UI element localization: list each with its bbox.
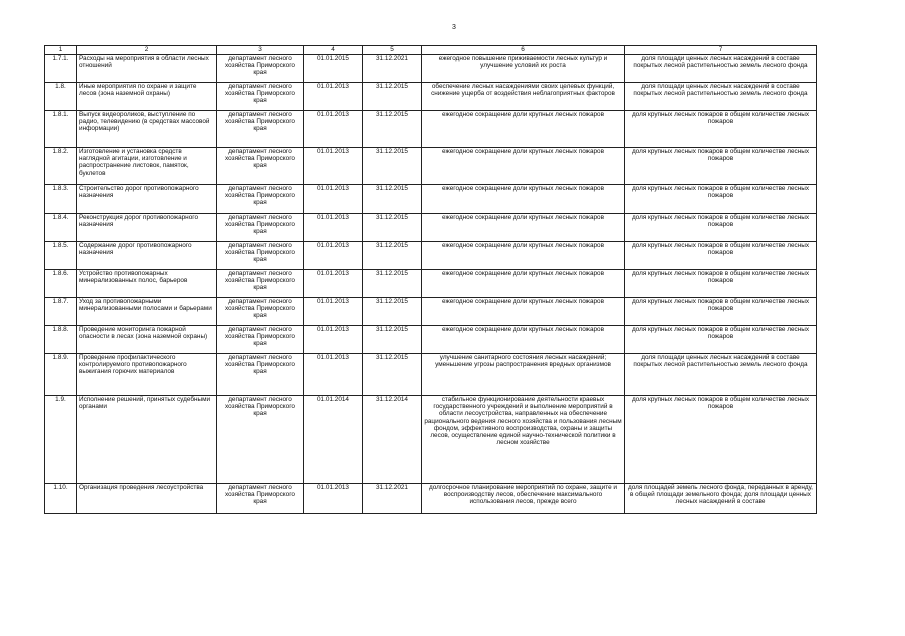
cell-start: 01.01.2013 [304, 83, 363, 111]
cell-exec: департамент лесного хозяйства Приморского края [217, 111, 304, 148]
cell-start: 01.01.2014 [304, 396, 363, 484]
column-header: 3 [217, 46, 304, 55]
cell-num: 1.8.5. [45, 242, 77, 270]
cell-result: ежегодное сокращение доли крупных лесных пожаров [422, 148, 625, 185]
cell-num: 1.8. [45, 83, 77, 111]
cell-indicator: доля крупных лесных пожаров в общем количестве лесных пожаров [625, 326, 817, 354]
cell-start: 01.01.2013 [304, 148, 363, 185]
cell-name: Расходы на мероприятия в области лесных отношений [77, 55, 217, 83]
cell-end: 31.12.2015 [363, 111, 422, 148]
cell-exec: департамент лесного хозяйства Приморского края [217, 83, 304, 111]
cell-start: 01.01.2013 [304, 111, 363, 148]
table-row [45, 214, 817, 242]
cell-num: 1.7.1. [45, 55, 77, 83]
cell-end: 31.12.2015 [363, 326, 422, 354]
header-row [45, 46, 817, 55]
table-row [45, 396, 817, 484]
cell-indicator: доля крупных лесных пожаров в общем количестве лесных пожаров [625, 148, 817, 185]
cell-name: Устройство противопожарных минерализованных полос, барьеров [77, 270, 217, 298]
cell-indicator: доля крупных лесных пожаров в общем количестве лесных пожаров [625, 298, 817, 326]
cell-num: 1.8.1. [45, 111, 77, 148]
cell-result: ежегодное повышение приживаемости лесных культур и улучшение условий их роста [422, 55, 625, 83]
table-row [45, 148, 817, 185]
cell-indicator: доля крупных лесных пожаров в общем количестве лесных пожаров [625, 270, 817, 298]
cell-indicator: доля крупных лесных пожаров в общем количестве лесных пожаров [625, 214, 817, 242]
cell-indicator: доля крупных лесных пожаров в общем количестве лесных пожаров [625, 185, 817, 214]
cell-start: 01.01.2013 [304, 185, 363, 214]
cell-end: 31.12.2015 [363, 185, 422, 214]
cell-exec: департамент лесного хозяйства Приморского края [217, 326, 304, 354]
cell-end: 31.12.2015 [363, 214, 422, 242]
cell-exec: департамент лесного хозяйства Приморского края [217, 354, 304, 396]
table-row [45, 354, 817, 396]
cell-name: Изготовление и установка средств наглядной агитации, изготовление и распространение листовок, памяток, буклетов [77, 148, 217, 185]
cell-num: 1.8.6. [45, 270, 77, 298]
table-row [45, 83, 817, 111]
cell-start: 01.01.2015 [304, 55, 363, 83]
cell-start: 01.01.2013 [304, 270, 363, 298]
cell-exec: департамент лесного хозяйства Приморского края [217, 185, 304, 214]
column-header: 6 [422, 46, 625, 55]
table-row [45, 55, 817, 83]
cell-indicator: доля площадей земель лесного фонда, переданных в аренду, в общей площади земельного фонда; доля площади ценных лесных насаждений в составе [625, 484, 817, 514]
cell-exec: департамент лесного хозяйства Приморского края [217, 242, 304, 270]
cell-result: ежегодное сокращение доли крупных лесных пожаров [422, 185, 625, 214]
table-row [45, 326, 817, 354]
cell-name: Проведение профилактического контролируемого противопожарного выжигания горючих материалов [77, 354, 217, 396]
column-header: 1 [45, 46, 77, 55]
cell-name: Содержание дорог противопожарного назначения [77, 242, 217, 270]
cell-name: Строительство дорог противопожарного назначения [77, 185, 217, 214]
cell-result: долгосрочное планирование мероприятий по охране, защите и воспроизводству лесов, обеспечение максимального использования лесов, прежде всего [422, 484, 625, 514]
cell-exec: департамент лесного хозяйства Приморского края [217, 270, 304, 298]
table-row [45, 111, 817, 148]
cell-num: 1.10. [45, 484, 77, 514]
cell-end: 31.12.2015 [363, 298, 422, 326]
cell-start: 01.01.2013 [304, 242, 363, 270]
cell-result: ежегодное сокращение доли крупных лесных пожаров [422, 298, 625, 326]
cell-exec: департамент лесного хозяйства Приморского края [217, 298, 304, 326]
cell-result: ежегодное сокращение доли крупных лесных пожаров [422, 242, 625, 270]
cell-name: Исполнение решений, принятых судебными органами [77, 396, 217, 484]
cell-start: 01.01.2013 [304, 298, 363, 326]
cell-result: обеспечение лесных насаждениями своих целевых функций, снижение ущерба от воздействия неблагоприятных факторов [422, 83, 625, 111]
cell-start: 01.01.2013 [304, 354, 363, 396]
table-row [45, 298, 817, 326]
cell-indicator: доля площади ценных лесных насаждений в составе покрытых лесной растительностью земель лесного фонда [625, 83, 817, 111]
cell-exec: департамент лесного хозяйства Приморского края [217, 148, 304, 185]
cell-end: 31.12.2015 [363, 270, 422, 298]
cell-result: ежегодное сокращение доли крупных лесных пожаров [422, 326, 625, 354]
program-table [44, 45, 817, 514]
page-number: 3 [452, 24, 456, 31]
table-row [45, 242, 817, 270]
cell-end: 31.12.2021 [363, 55, 422, 83]
table-row [45, 185, 817, 214]
cell-indicator: доля крупных лесных пожаров в общем количестве лесных пожаров [625, 242, 817, 270]
cell-end: 31.12.2015 [363, 242, 422, 270]
cell-num: 1.8.3. [45, 185, 77, 214]
cell-num: 1.9. [45, 396, 77, 484]
column-header: 4 [304, 46, 363, 55]
cell-exec: департамент лесного хозяйства Приморского края [217, 484, 304, 514]
cell-name: Уход за противопожарными минерализованными полосами и барьерами [77, 298, 217, 326]
cell-num: 1.8.2. [45, 148, 77, 185]
cell-num: 1.8.7. [45, 298, 77, 326]
cell-result: ежегодное сокращение доли крупных лесных пожаров [422, 111, 625, 148]
cell-name: Выпуск видеороликов, выступление по радио, телевидению (в средствах массовой информации) [77, 111, 217, 148]
cell-result: стабильное функционирование деятельности краевых государственного учреждений и выполнение мероприятий в области лесоустройства, направленных на обеспечение рационального ведения лесного хозяйства и пользования лесным фондом, эффективного воспроизводства, охраны и защиты лесов, осуществление единой научно-технической политики в лесном хозяйстве [422, 396, 625, 484]
cell-end: 31.12.2014 [363, 396, 422, 484]
cell-name: Проведение мониторинга пожарной опасности в лесах (зона наземной охраны) [77, 326, 217, 354]
cell-end: 31.12.2015 [363, 83, 422, 111]
cell-start: 01.01.2013 [304, 326, 363, 354]
cell-end: 31.12.2021 [363, 484, 422, 514]
cell-name: Организация проведения лесоустройства [77, 484, 217, 514]
cell-num: 1.8.8. [45, 326, 77, 354]
cell-indicator: доля крупных лесных пожаров в общем количестве лесных пожаров [625, 111, 817, 148]
cell-start: 01.01.2013 [304, 484, 363, 514]
column-header: 7 [625, 46, 817, 55]
column-header: 2 [77, 46, 217, 55]
cell-exec: департамент лесного хозяйства Приморского края [217, 214, 304, 242]
table-row [45, 270, 817, 298]
cell-result: улучшение санитарного состояния лесных насаждений; уменьшение угрозы распространения вредных организмов [422, 354, 625, 396]
column-header: 5 [363, 46, 422, 55]
cell-name: Реконструкция дорог противопожарного назначения [77, 214, 217, 242]
cell-indicator: доля площади ценных лесных насаждений в составе покрытых лесной растительностью земель лесного фонда [625, 55, 817, 83]
cell-num: 1.8.9. [45, 354, 77, 396]
cell-indicator: доля площади ценных лесных насаждений в составе покрытых лесной растительностью земель лесного фонда [625, 354, 817, 396]
cell-indicator: доля крупных лесных пожаров в общем количестве лесных пожаров [625, 396, 817, 484]
table-row [45, 484, 817, 514]
cell-start: 01.01.2013 [304, 214, 363, 242]
cell-exec: департамент лесного хозяйства Приморского края [217, 396, 304, 484]
cell-exec: департамент лесного хозяйства Приморского края [217, 55, 304, 83]
cell-result: ежегодное сокращение доли крупных лесных пожаров [422, 270, 625, 298]
cell-result: ежегодное сокращение доли крупных лесных пожаров [422, 214, 625, 242]
cell-end: 31.12.2015 [363, 354, 422, 396]
cell-name: Иные мероприятия по охране и защите лесов (зона наземной охраны) [77, 83, 217, 111]
cell-end: 31.12.2015 [363, 148, 422, 185]
cell-num: 1.8.4. [45, 214, 77, 242]
